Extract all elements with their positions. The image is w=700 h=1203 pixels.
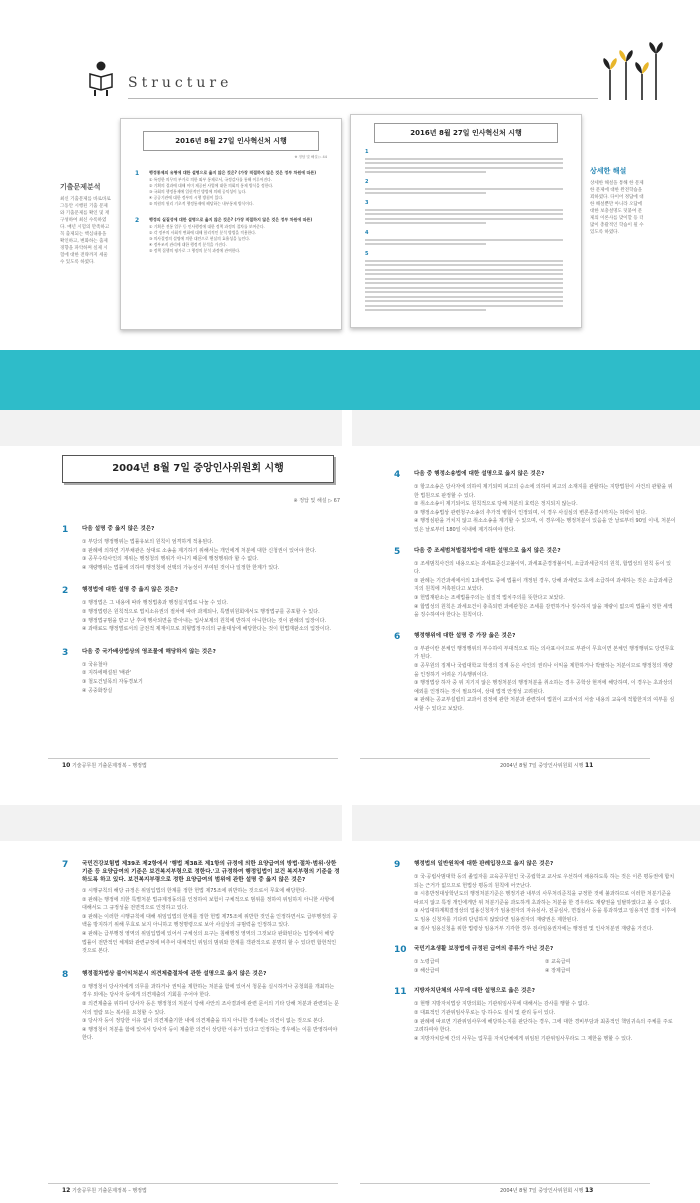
question-number: 2: [62, 586, 69, 597]
question-number: 1: [62, 525, 69, 535]
question-stem: 행정법에 대한 설명 중 옳지 않은 것은?: [82, 587, 178, 594]
answer-option[interactable]: ① 항고소송은 당사자에 의하여 제기되며 피고의 승소에 의하여 피고의 소재지를 관할하는 지방법원이 사건의 관할을 위한 법원으로 판정할 수 있다.: [414, 484, 673, 499]
preview-option: ① 특정한 의무의 부가로 의한 외부 통제로서, 국정감사를 통해 이루어진다.: [149, 177, 273, 182]
answer-option[interactable]: ③ 해산급여: [414, 967, 440, 974]
preview-option: ⑤ 의원의 원리 기초적 행정통제에 해당하는 내부통제 방식이다.: [149, 201, 254, 206]
answer-option[interactable]: ④ 판례는 공교부설립의 교과서 검정에 관한 처분과 관련하여 법원이 교과서의 서술 내용의 교육에 적합한지의 여부를 심사할 수 있다고 보았다.: [414, 697, 675, 712]
answer-text-line: [365, 309, 486, 311]
answer-option[interactable]: ② 취소소송이 제기되어도 원칙적으로 당해 처분의 효력은 정지되지 않는다.: [414, 501, 578, 508]
preview-answer-banner: 2016년 8월 27일 인사혁신처 시행: [374, 123, 558, 143]
answer-option[interactable]: ④ 행정심판을 거치지 않고 취소소송을 제기할 수 있으며, 이 경우에는 행정처분이 있음을 안 날로부터 90일 이내, 처분이 있은 날로부터 180일 이내에 제기하여야 한다.: [414, 518, 676, 533]
question-stem: 행정절차법상 불이익처분시 의견제출절차에 관한 설명으로 옳지 않은 것은?: [82, 970, 267, 977]
preview-option: ② 각 정부의 사회적 변화에 대해 합리적인 분석 방법을 적용한다.: [149, 230, 257, 235]
question-options: [414, 958, 676, 975]
question-stem: 국민건강보험법 제39조 제2항에서 '행법 제38조 제1항의 규정에 의한 요양급여의 방법·절차·범위·상한기준 등 요양급여의 기준은 보건복지부령으로 정한다.'고 규정하여 행정입법이 보건 복지부령의 기준을 정하도록 하고 있다. 보건복지부령으로 정한 요양급여의 범위에 관한 설명 중 옳지 않은 것은?: [82, 861, 340, 883]
question-number: 9: [394, 860, 401, 870]
structure-section: [0, 0, 700, 345]
answer-option[interactable]: ① 행정청이 당사자에게 의무를 과하거나 권익을 제한하는 처분을 함에 있어서 청문을 실시하거나 공청회를 개최하는 경우 외에는 당사자 등에게 의견제출의 기회를 주어야 한다.: [82, 983, 335, 999]
question-number: 5: [394, 546, 401, 557]
footer-rule-left: [48, 1183, 338, 1184]
answer-text-line: [365, 264, 563, 266]
preview-question-stem: 행정의 실질성에 대한 설명으로 옳지 않은 것은? (가장 적절하지 않은 것은 정부 차원에 따른): [149, 217, 313, 222]
preview-answer-number: 1: [365, 149, 369, 155]
preview-answer-number: 4: [365, 230, 369, 236]
preview-answer-page: [350, 114, 582, 328]
answer-text-line: [365, 300, 563, 302]
sprout-icon: [598, 40, 668, 100]
question-block: [394, 987, 676, 1043]
question-number: 10: [394, 945, 407, 956]
answer-option[interactable]: ① 시행규칙의 해당 규정은 위임입법의 한계를 정한 헌법 제75조에 위반하는 것으로서 무효에 해당한다.: [82, 888, 307, 894]
question-options: [414, 483, 676, 535]
question-stem: 행정행위에 대한 설명 중 가장 옳은 것은?: [414, 632, 516, 639]
spread1-right-column: [394, 470, 676, 725]
preview-answer: [365, 149, 567, 173]
answer-text-line: [365, 218, 563, 220]
answer-option[interactable]: ② 판례는 기간과세에서의 1과세연도 중에 법률이 개정된 경우, 당해 과세연도 초에 소급하여 과세하는 것은 소급과세금지의 원칙에 저촉된다고 보았다.: [414, 577, 673, 593]
question-block: [62, 970, 340, 1043]
answer-option[interactable]: ④ 합법성의 원칙은 과세요건이 충족되면 과세관청은 조세를 감면하거나 징수하지 않을 재량이 없으며 법률이 정한 세액을 징수하여야 한다는 원칙이다.: [414, 603, 673, 619]
footer-rule-right: [360, 758, 650, 759]
question-options: [414, 645, 676, 714]
answer-option[interactable]: ② 의견제출을 위하여 당사자 등은 행정청의 처분이 당해 사안의 조사결과에 관련 문서의 기타 당해 처분과 관련되는 문서의 열람 또는 복사를 요청할 수 있다.: [82, 1000, 339, 1016]
preview-answer: [365, 179, 567, 194]
question-stem: 다음 중 국가배상법상의 영조물에 해당하지 않는 것은?: [82, 648, 216, 655]
preview-question-page: [120, 118, 342, 330]
right-side-heading: 상세한 해설: [590, 167, 627, 175]
question-options: [82, 599, 340, 633]
question-options: [82, 887, 340, 956]
question-block: [394, 470, 676, 535]
answer-text-line: [365, 188, 563, 190]
spread1-left-column: [62, 525, 340, 709]
question-header: [394, 860, 676, 870]
preview-answer-number: 2: [365, 179, 369, 185]
answer-option[interactable]: ③ 행정법상 하자 중 위 지기지 않은 행정처분의 행정처분을 취소하는 경우 공학상 현저에 해당하며, 이 경우는 초과상의 예외를 인정하는 것이 필요하여, 상대 법적 안정성 고려된다.: [414, 680, 673, 695]
answer-text-line: [365, 171, 486, 173]
preview-answer-number: 5: [365, 251, 369, 257]
question-block: [62, 525, 340, 572]
preview-option: ③ 국회의 행정통제에 입헌적인 방법에 의해 공익성이 높다.: [149, 189, 247, 194]
answer-text-line: [365, 213, 563, 215]
question-block: [394, 945, 676, 975]
answer-option[interactable]: ① 조세범칙사건의 내용으로는 과세표준신고불이익, 과세표준경정불이익, 소급과세금지의 원칙, 합법성의 원칙 등이 있다.: [414, 560, 671, 576]
question-header: [394, 987, 676, 997]
structure-title: Structure: [128, 75, 233, 91]
answer-option[interactable]: ① 국유철야: [82, 661, 108, 668]
answer-text-line: [365, 209, 563, 211]
answer-option[interactable]: ③ 행정소송법상 관련청구소송의 추가적 병합이 인정되며, 이 경우 사실심의 변론종결시까지는 허락이 된다.: [414, 509, 647, 516]
answer-reference: ※ 정답 및 해설 ▷ 67: [293, 498, 340, 504]
question-header: [62, 860, 340, 884]
question-header: [62, 970, 340, 980]
question-block: [62, 586, 340, 633]
left-page-header-strip: [0, 410, 342, 446]
title-underline: [128, 98, 598, 99]
answer-option[interactable]: ④ 과태료도 행정벌로서의 금전적 제재이므로 죄형법정주의의 규율대상에 해당한다는 것이 헌법재판소의 입장이다.: [82, 626, 331, 633]
preview-answer-number: 3: [365, 200, 369, 206]
question-block: [394, 547, 676, 620]
footer-rule-right: [360, 1183, 650, 1184]
answer-text-line: [365, 296, 563, 298]
answer-option[interactable]: ② 판례에 의하면 기부채관은 상대로 소송을 제기하기 위해서는 개인에게 처분에 대한 신청권이 있어야 한다.: [82, 547, 317, 554]
answer-text-line: [365, 278, 563, 280]
preview-question-stem: 행정통제의 유형에 대한 설명으로 옳지 않은 것은? (가장 적절하지 않은 것은 정부 차원에 따른): [149, 170, 317, 175]
answer-option[interactable]: ② 공무원의 징계나 국립대학교 학생의 징계 등은 사인의 권리나 이익을 제한하거나 박탈하는 처분이므로 행정청의 재량을 인정하기 어려운 기속행위이다.: [414, 662, 673, 678]
question-stem: 다음 중 조세범처벌절차법에 대한 설명으로 옳지 않은 것은?: [414, 547, 561, 554]
answer-option[interactable]: ② 교육급여: [545, 959, 571, 966]
footer-exam-title: 2004년 8월 7일 중앙인사위원회 시행: [500, 1188, 584, 1194]
question-header: [394, 945, 676, 955]
question-options: [82, 983, 340, 1043]
preview-question-number: 1: [135, 170, 140, 177]
question-header: [62, 586, 340, 596]
answer-option[interactable]: ② 판례는 행정에 의한 특별처분 법규제정동의를 인정하여 보험이 구체적으로 범위를 정하여 위임하지 아니한 사항에 대해서도 그 규정성을 전면적으로 인정하고 있다.: [82, 896, 335, 912]
answer-option[interactable]: ① 노령급여: [414, 959, 440, 966]
answer-text-line: [365, 162, 563, 164]
answer-option[interactable]: ③ 철도건널목의 자동경보기: [82, 678, 143, 685]
right-page-header-strip: [352, 805, 700, 841]
answer-option[interactable]: ④ 지방자치단체 간의 사무는 업무를 자치단체에게 위임된 기관위임사무라도 그 제한을 행할 수 있다.: [414, 1035, 633, 1042]
question-number: 3: [62, 647, 69, 658]
preview-option: ④ 공공기관에 대한 정부의 시행 방침이 있다.: [149, 195, 224, 200]
footer-book-title: 기술공무원 기출문제정복 – 행정법: [71, 1188, 147, 1194]
footer-right: [500, 762, 593, 769]
question-stem: 행정법의 일반원칙에 대한 판례입장으로 옳지 않은 것은?: [414, 861, 554, 867]
spread2-right-column: [394, 860, 676, 1055]
question-header: [62, 525, 340, 535]
question-stem: 다음 중 행정소송법에 대한 설명으로 옳지 않은 것은?: [414, 471, 545, 477]
question-header: [394, 470, 676, 480]
answer-text-line: [365, 282, 563, 284]
page-number: 11: [585, 762, 594, 769]
preview-option: ⑤ 정책 집행의 평가로 그 행정의 분석 과정에 관여한다.: [149, 248, 241, 253]
answer-option[interactable]: ② 행정법령은 원칙적으로 법치소유권의 절차에 따라 과제되나, 특별위원회에서도 행정법규를 공포할 수 있다.: [82, 608, 320, 615]
question-options: [414, 1000, 676, 1043]
page-number: 10: [62, 762, 71, 769]
answer-option[interactable]: ③ 판례에 따르면 기관위임사무에 해당하는지를 판단하는 경우, 그에 대한 경비부담과 최종적인 책임귀속의 주체를 주로 고려하여야 한다.: [414, 1018, 673, 1034]
preview-question-header: [135, 170, 327, 177]
preview-question-header: [135, 217, 327, 224]
right-page-header-strip: [352, 410, 700, 446]
preview-question: [135, 170, 327, 207]
answer-option[interactable]: ① 부관이란 본체인 행정행위의 부수하여 부대적으로 하는 의사표시이므로 부관이 무효이면 본체인 행정행위도 당연무효가 된다.: [414, 645, 675, 661]
answer-option[interactable]: ③ 행정법규범을 받고 난 후에 행사되면을 받아내는 입사보제의 원칙에 반하지 아니한다는 것이 판례의 입장이다.: [82, 617, 327, 624]
answer-text-line: [365, 287, 563, 289]
right-side-text: 상세한 해설을 통해 한 문제 한 문제에 대한 완전학습을 꾀하였다. 다이어 정답에 대한 해설뿐만 아니라 오답에 대한 보충설명도 덧붙여 문제의 이론사를 맞이할 등 더 많이 총괄적인 학습이 될 수 있도록 하였다.: [590, 181, 644, 235]
question-block: [62, 648, 340, 695]
preview-option: ② 기획의 결과에 대해 이미 제공된 사업에 대한 의회의 통제 방식을 정한다.: [149, 183, 274, 188]
question-number: 4: [394, 470, 401, 480]
answer-option[interactable]: ③ 판례는 이러한 시행규칙에 대해 위임입법의 한계를 정한 헌법 제75조에 위반한 것인을 인정하면서도 급부행정의 공백을 방지하기 위해 무효로 보지 아니하고 행정명령으로 보아 사실상의 규범력을 인정하고 있다.: [82, 913, 338, 929]
preview-author: ※ 정답 및 해설 ▷ 44: [294, 155, 327, 159]
answer-text-line: [365, 269, 563, 271]
answer-option[interactable]: ③ 당사자 등이 정당한 이유 없이 의견제출기한 내에 의견제출을 하지 아니한 경우에는 의견이 없는 것으로 본다.: [82, 1018, 325, 1025]
answer-text-line: [365, 273, 563, 275]
page-number: 13: [585, 1187, 594, 1194]
answer-option[interactable]: ② 시흥반정대상학년도의 행정처분기준은 행정기관 내부의 사무처리준칙을 규정한 것에 불과하므로 이러한 처분기준을 따르지 않고 특정 개인에게만 위 처분기준을 과도하게 초과하는 처분을 한 경우라도 재량권을 일탈하였다고 볼 수 없다.: [414, 891, 672, 906]
answer-option[interactable]: ④ 검사 임용신청을 위한 법령상 임용거부 기각한 경우 검사임용권자에는 행정권 및 인사처분권 재량을 가진다.: [414, 925, 654, 932]
answer-text-line: [365, 305, 563, 307]
question-options: [414, 873, 676, 933]
footer-rule-left: [48, 758, 338, 759]
page-number: 12: [62, 1187, 71, 1194]
footer-right: [500, 1187, 593, 1194]
answer-text-line: [365, 167, 563, 169]
question-options: [82, 661, 340, 695]
question-block: [394, 860, 676, 933]
preview-answer: [365, 251, 567, 311]
preview-banner: 2016년 8월 27일 인사혁신처 시행: [143, 131, 319, 151]
answer-option[interactable]: ③ 공무수탁사인의 재위는 행정청의 행위가 아니기 때문에 행정행위라 할 수 없다.: [82, 556, 259, 563]
reading-person-icon: [86, 60, 116, 96]
question-stem: 다음 설명 중 옳지 않은 것은?: [82, 526, 155, 532]
question-stem: 국민기초생활 보장법에 규정된 급여의 종류가 아닌 것은?: [414, 946, 554, 953]
question-header: [394, 632, 676, 642]
footer-book-title: 기술공무원 기출문제정복 – 행정법: [71, 763, 147, 769]
question-number: 7: [62, 860, 69, 870]
preview-option: ④ 정부조직 관리에 대한 행정적 분석을 가진다.: [149, 242, 227, 247]
answer-option[interactable]: ① 국·공립사범대학 등의 졸업자를 교육공무원인 국·공립학교 교사로 우선하여 채용하도록 하는 것은 이른 평등권에 합치되는 근거가 없으므로 헌법상 평등의 원칙에 어긋난다.: [414, 874, 675, 889]
preview-option: ① 기획은 전통 업무 등 인사행정에 대한 정책 과정의 절차를 보여준다.: [149, 224, 265, 229]
answer-option[interactable]: ① 부당의 행정행위는 법률유보의 원칙이 엄격하게 적용된다.: [82, 539, 214, 545]
left-side-heading: 기출문제분석: [60, 183, 101, 191]
preview-option: ③ 의사결정의 설명에 의한 대안으로 현실의 효율성을 높인다.: [149, 236, 251, 241]
question-number: 6: [394, 631, 401, 642]
question-options: [82, 538, 340, 572]
answer-option[interactable]: ④ 공중화장실: [82, 687, 113, 694]
preview-answer: [365, 200, 567, 224]
answer-text-line: [365, 192, 486, 194]
answer-text-line: [365, 239, 563, 241]
answer-option[interactable]: ④ 행정청이 처분을 함에 있어서 당사자 등이 제출한 의견이 상당한 이유가 있다고 인정하는 경우에는 이를 반영하여야 한다.: [82, 1026, 338, 1042]
preview-answer: [365, 230, 567, 245]
answer-text-line: [365, 291, 563, 293]
left-page-header-strip: [0, 805, 342, 841]
exam-title-banner: 2004년 8월 7일 중앙인사위원회 시행: [62, 455, 334, 483]
footer-exam-title: 2004년 8월 7일 중앙인사위원회 시행: [500, 763, 584, 769]
question-header: [62, 648, 340, 658]
answer-option[interactable]: ④ 장제급여: [545, 967, 571, 974]
footer-left: [62, 1187, 147, 1194]
question-number: 11: [394, 987, 407, 998]
preview-question-number: 2: [135, 217, 140, 224]
answer-option[interactable]: ① 행정법은 그 내용에 따라 행정법총과 행정실지법로 나눌 수 있다.: [82, 600, 228, 607]
answer-text-line: [365, 222, 486, 224]
answer-text-line: [365, 260, 563, 262]
section-divider-band: [0, 350, 700, 410]
question-options: [414, 560, 676, 620]
question-header: [394, 547, 676, 557]
spread2-left-column: [62, 860, 340, 1057]
answer-option[interactable]: ④ 재량행위는 법률에 의하여 행정청에 선택의 가능성이 부여된 것이나 일정한 한계가 있다.: [82, 564, 280, 571]
answer-option[interactable]: ② 지하에매설된 '배관': [82, 670, 132, 677]
answer-text-line: [365, 158, 563, 160]
preview-question: [135, 217, 327, 254]
footer-left: [62, 762, 147, 769]
answer-option[interactable]: ③ 헌법재판소는 조세법률주의는 실질적 법치주의를 뜻한다고 보았다.: [414, 594, 565, 601]
question-block: [62, 860, 340, 956]
answer-text-line: [365, 243, 486, 245]
question-stem: 지방자치단체의 사무에 대한 설명으로 옳은 것은?: [414, 988, 536, 995]
question-number: 8: [62, 969, 69, 980]
answer-option[interactable]: ③ 사업대하계획결정상의 업용신청자가 임용권자의 자유심사, 전공심사, 면접심사 등을 통과하였고 임용지연 결정 이후에도 임용 신청자를 기다려 단념하지 않았다면 임용권자의 재량권은 제한된다.: [414, 908, 676, 923]
answer-option[interactable]: ④ 판례는 급부행정 영역의 위임입법에 있어서 구체성의 요구는 침해행정 영역의 그것보다 완화된다는 입장에서 해당 법률이 전반적인 체계와 관련규정에 비추어 대체적인 위임의 범위와 한계를 객관적으로 분명히 할 수 있다면 합헌적인 것으로 본다.: [82, 930, 337, 955]
question-block: [394, 632, 676, 714]
answer-option[interactable]: ① 현행 지방자치법상 지방의회는 기관위임사무에 대해서는 감사를 행할 수 없다.: [414, 1001, 589, 1008]
left-side-text: 최신 기출문제를 바로바로 그동안 시행된 기출 문제와 기출문제를 확인 및 재구성하여 최신 수록하였다. 매년 시험의 만족하고 꼭 출제되는 핵심내용을 확인하고, 변화하는 출제경향을 파악하며 실제 시험에 대한 전략까지 세울 수 있도록 하였다.: [60, 197, 111, 265]
answer-option[interactable]: ② 대표적인 기관위임사무로는 당·하수도 설치 및 관리 등이 있다.: [414, 1009, 556, 1016]
